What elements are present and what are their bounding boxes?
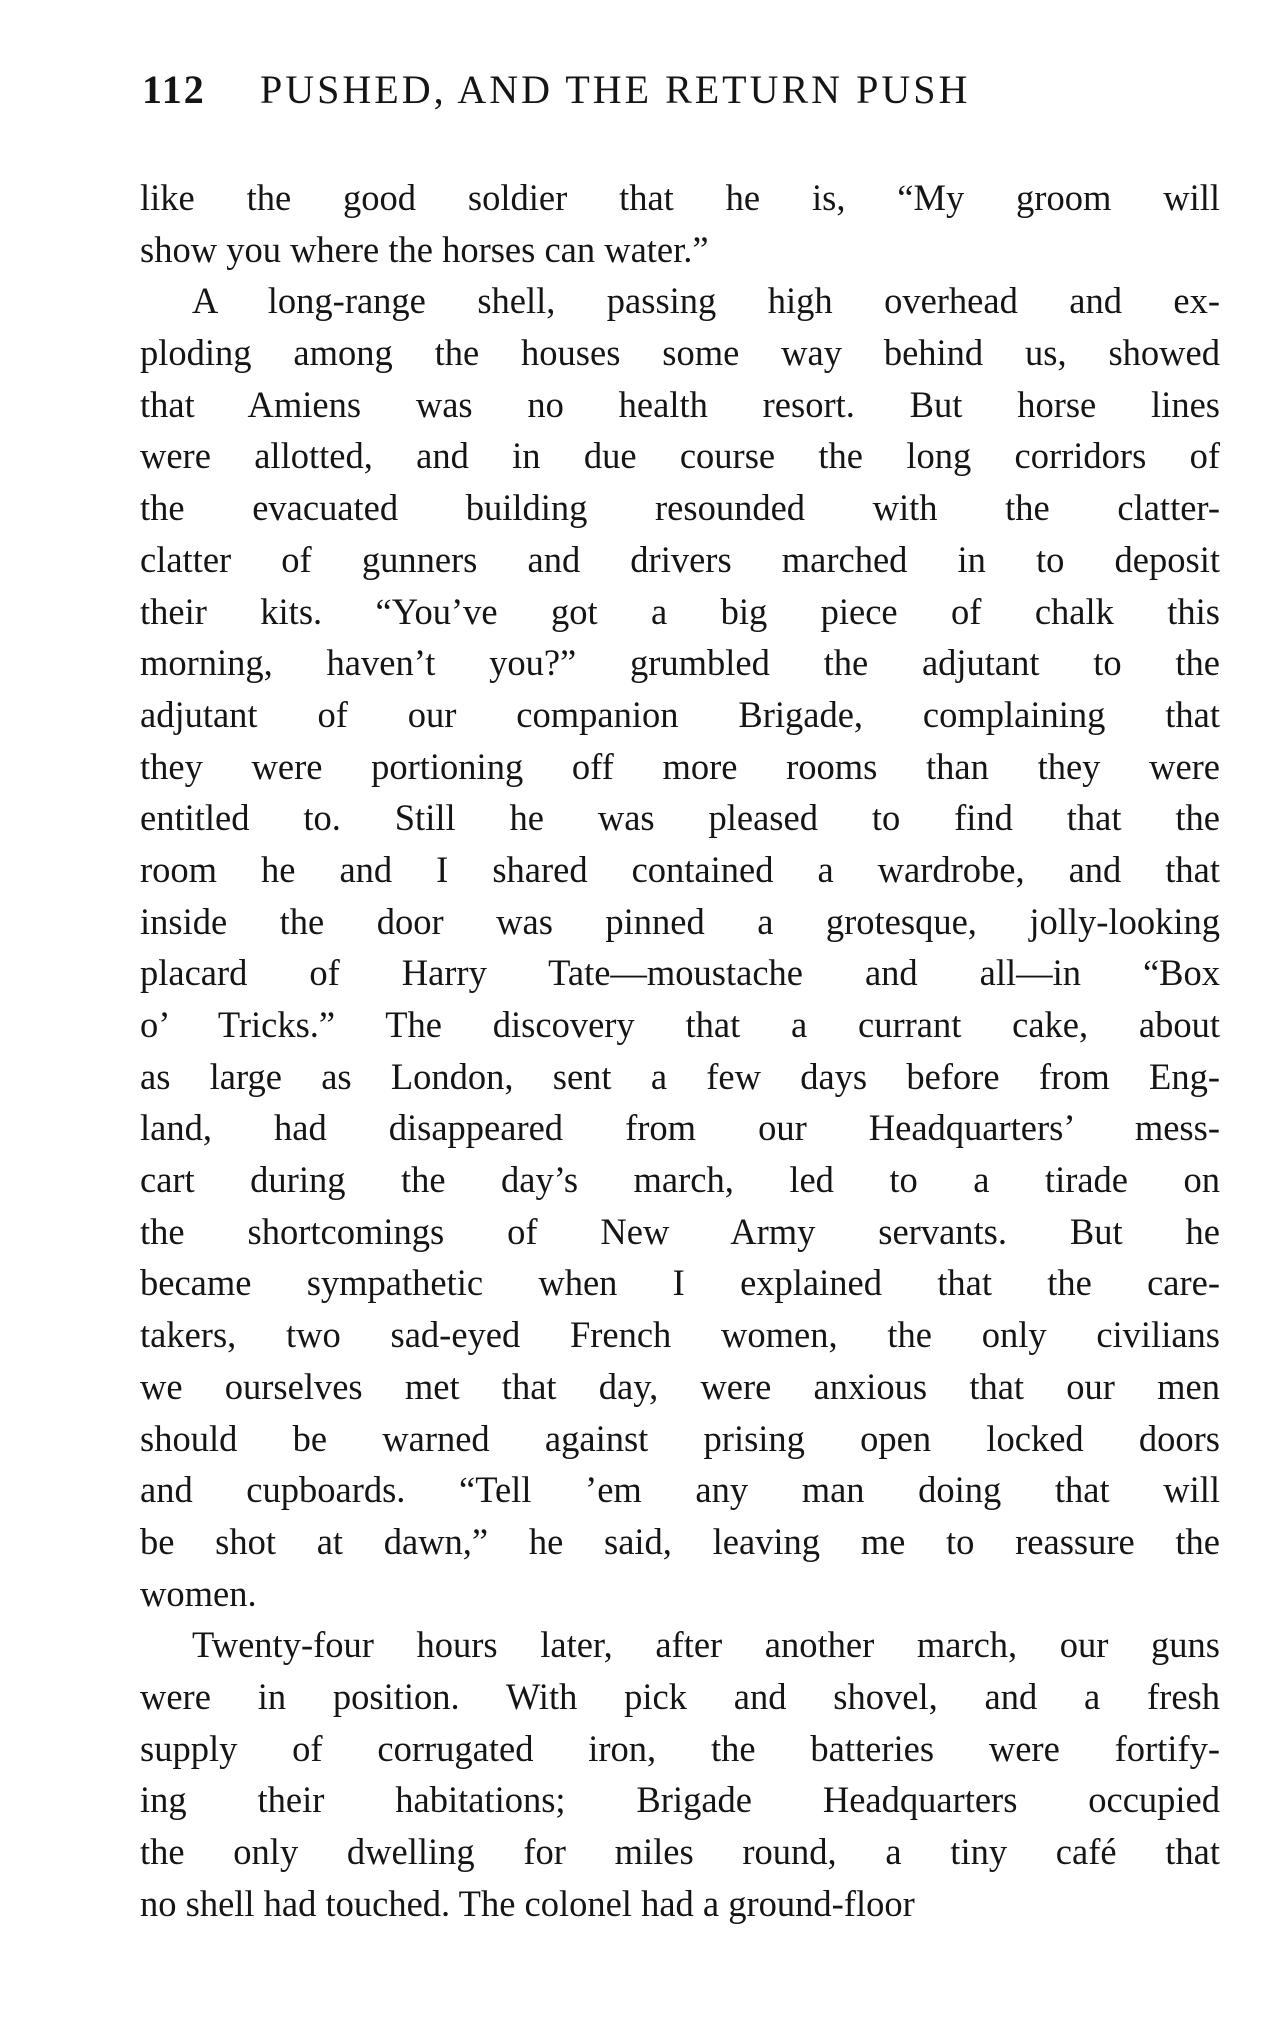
page-number: 112 (142, 67, 206, 112)
text-line: were allotted, and in due course the long corridors of (140, 435, 1220, 477)
text-line: no shell had touched. The colonel had a ground-floor (140, 1882, 915, 1924)
running-title: PUSHED, AND THE RETURN PUSH (260, 67, 971, 112)
text-line: ploding among the houses some way behind us, showed (140, 332, 1220, 374)
text-line: should be warned against prising open locked doors (140, 1417, 1220, 1459)
text-line: inside the door was pinned a grotesque, jolly-looking (140, 900, 1220, 942)
text-line: be shot at dawn,” he said, leaving me to reassure the (140, 1520, 1220, 1562)
text-line: morning, haven’t you?” grumbled the adjutant to the (140, 642, 1220, 684)
text-line: cart during the day’s march, led to a tirade on (140, 1159, 1220, 1201)
book-page (140, 66, 1220, 1996)
text-line: they were portioning off more rooms than they were (140, 745, 1220, 787)
text-line: entitled to. Still he was pleased to find that the (140, 797, 1220, 839)
paragraph (140, 275, 1220, 1619)
text-line: show you where the horses can water.” (140, 228, 709, 270)
running-head (140, 66, 1220, 122)
text-line: became sympathetic when I explained that the care- (140, 1262, 1220, 1304)
text-line: that Amiens was no health resort. But horse lines (140, 383, 1220, 425)
text-line: o’ Tricks.” The discovery that a currant cake, about (140, 1004, 1220, 1045)
text-line: adjutant of our companion Brigade, complaining that (140, 693, 1220, 735)
text-line: ing their habitations; Brigade Headquarters occupied (140, 1779, 1220, 1821)
text-line: Twenty-four hours later, after another march, our guns (192, 1624, 1220, 1666)
text-line: the shortcomings of New Army servants. But he (140, 1210, 1220, 1252)
text-line: as large as London, sent a few days before from Eng- (140, 1055, 1220, 1097)
text-line: the only dwelling for miles round, a tiny café that (140, 1831, 1220, 1872)
text-line: A long-range shell, passing high overhead and ex- (192, 280, 1220, 322)
body-text (140, 172, 1220, 1929)
text-line: supply of corrugated iron, the batteries were fortify- (140, 1727, 1220, 1769)
text-line: and cupboards. “Tell ’em any man doing that will (140, 1469, 1220, 1511)
text-line: placard of Harry Tate—moustache and all—in “Box (140, 952, 1220, 994)
text-line: their kits. “You’ve got a big piece of chalk this (140, 590, 1220, 632)
text-line: room he and I shared contained a wardrobe, and that (140, 848, 1220, 890)
text-line: the evacuated building resounded with the clatter- (140, 487, 1220, 529)
paragraph (140, 1619, 1220, 1929)
paragraph (140, 172, 1220, 275)
text-line: clatter of gunners and drivers marched in to deposit (140, 538, 1220, 580)
text-line: takers, two sad-eyed French women, the only civilians (140, 1314, 1220, 1356)
text-line: we ourselves met that day, were anxious that our men (140, 1365, 1220, 1407)
text-line: were in position. With pick and shovel, and a fresh (140, 1675, 1220, 1717)
text-line: land, had disappeared from our Headquarters’ mess- (140, 1107, 1220, 1149)
text-line: like the good soldier that he is, “My groom will (140, 177, 1220, 218)
text-line: women. (140, 1572, 257, 1614)
